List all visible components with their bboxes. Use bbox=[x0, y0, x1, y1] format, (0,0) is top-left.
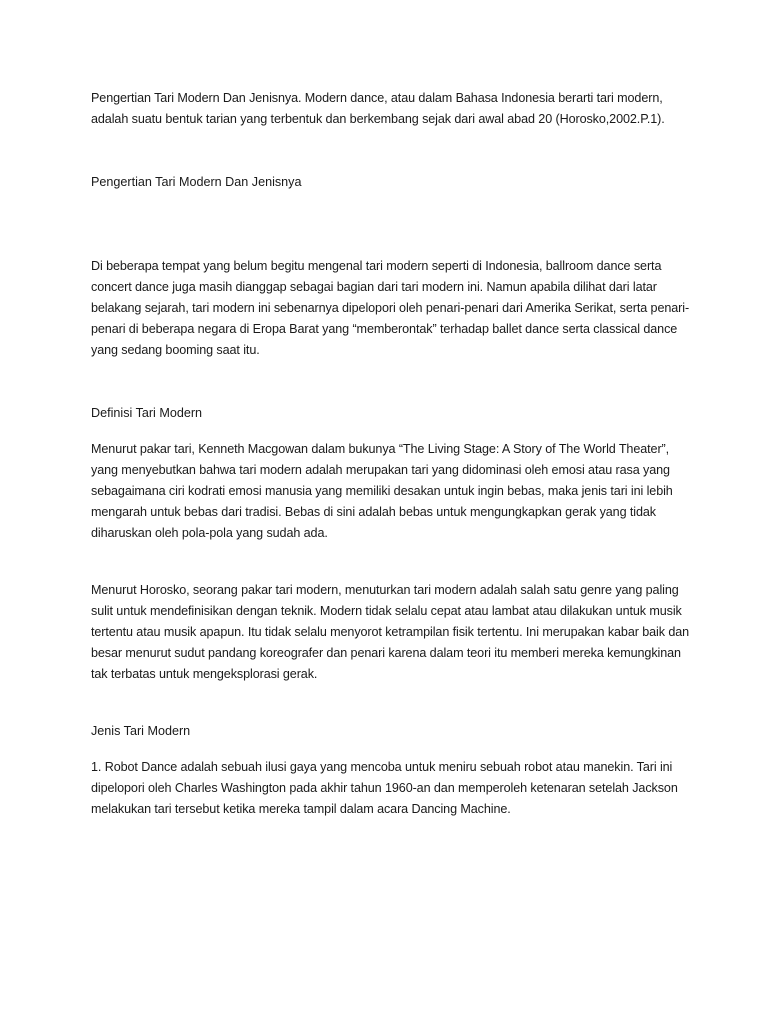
paragraph-latar-sejarah: Di beberapa tempat yang belum begitu mengenal tari modern seperti di Indonesia, ballroom dance serta concert dance juga masih dianggap sebagai bagian dari tari modern ini. Namun apabila dilihat dari latar belakang sejarah, tari modern ini sebenarnya dipelopori oleh penari-penari dari Amerika Serikat, serta penari-penari di beberapa negara di Eropa Barat yang “memberontak” terhadap ballet dance serta classical dance yang sedang booming saat itu. bbox=[91, 259, 690, 357]
heading-pengertian: Pengertian Tari Modern Dan Jenisnya bbox=[91, 175, 302, 189]
paragraph-horosko: Menurut Horosko, seorang pakar tari modern, menuturkan tari modern adalah salah satu genre yang paling sulit untuk mendefinisikan dengan teknik. Modern tidak selalu cepat atau lambat atau dilakukan untuk musik tertentu atau musik apapun. Itu tidak selalu menyorot ketrampilan fisik tertentu. Ini merupakan kabar baik dan besar menurut sudut pandang koreografer dan penari karena dalam teori itu memberi mereka kemungkinan tak terbatas untuk mengeksplorasi gerak. bbox=[91, 583, 690, 681]
paragraph-macgowan: Menurut pakar tari, Kenneth Macgowan dalam bukunya “The Living Stage: A Story of The World Theater”, yang menyebutkan bahwa tari modern adalah merupakan tari yang didominasi oleh emosi atau rasa yang sebagaimana ciri kodrati emosi manusia yang memiliki desakan untuk ingin bebas, maka jenis tari ini lebih mengarah untuk bebas dari tradisi. Bebas di sini adalah bebas untuk mengungkapkan gerak yang tidak diharuskan oleh pola-pola yang sudah ada. bbox=[91, 442, 673, 540]
intro-paragraph: Pengertian Tari Modern Dan Jenisnya. Modern dance, atau dalam Bahasa Indonesia berarti tari modern, adalah suatu bentuk tarian yang terbentuk dan berkembang sejak dari awal abad 20 (Horosko,2002.P.1). bbox=[91, 91, 665, 126]
document-body bbox=[91, 88, 696, 820]
heading-definisi: Definisi Tari Modern bbox=[91, 406, 203, 420]
paragraph-robot-dance: 1. Robot Dance adalah sebuah ilusi gaya yang mencoba untuk meniru sebuah robot atau manekin. Tari ini dipelopori oleh Charles Washington pada akhir tahun 1960-an dan memperoleh ketenaran setelah Jackson melakukan tari tersebut ketika mereka tampil dalam acara Dancing Machine. bbox=[91, 760, 678, 816]
heading-jenis: Jenis Tari Modern bbox=[91, 724, 191, 738]
